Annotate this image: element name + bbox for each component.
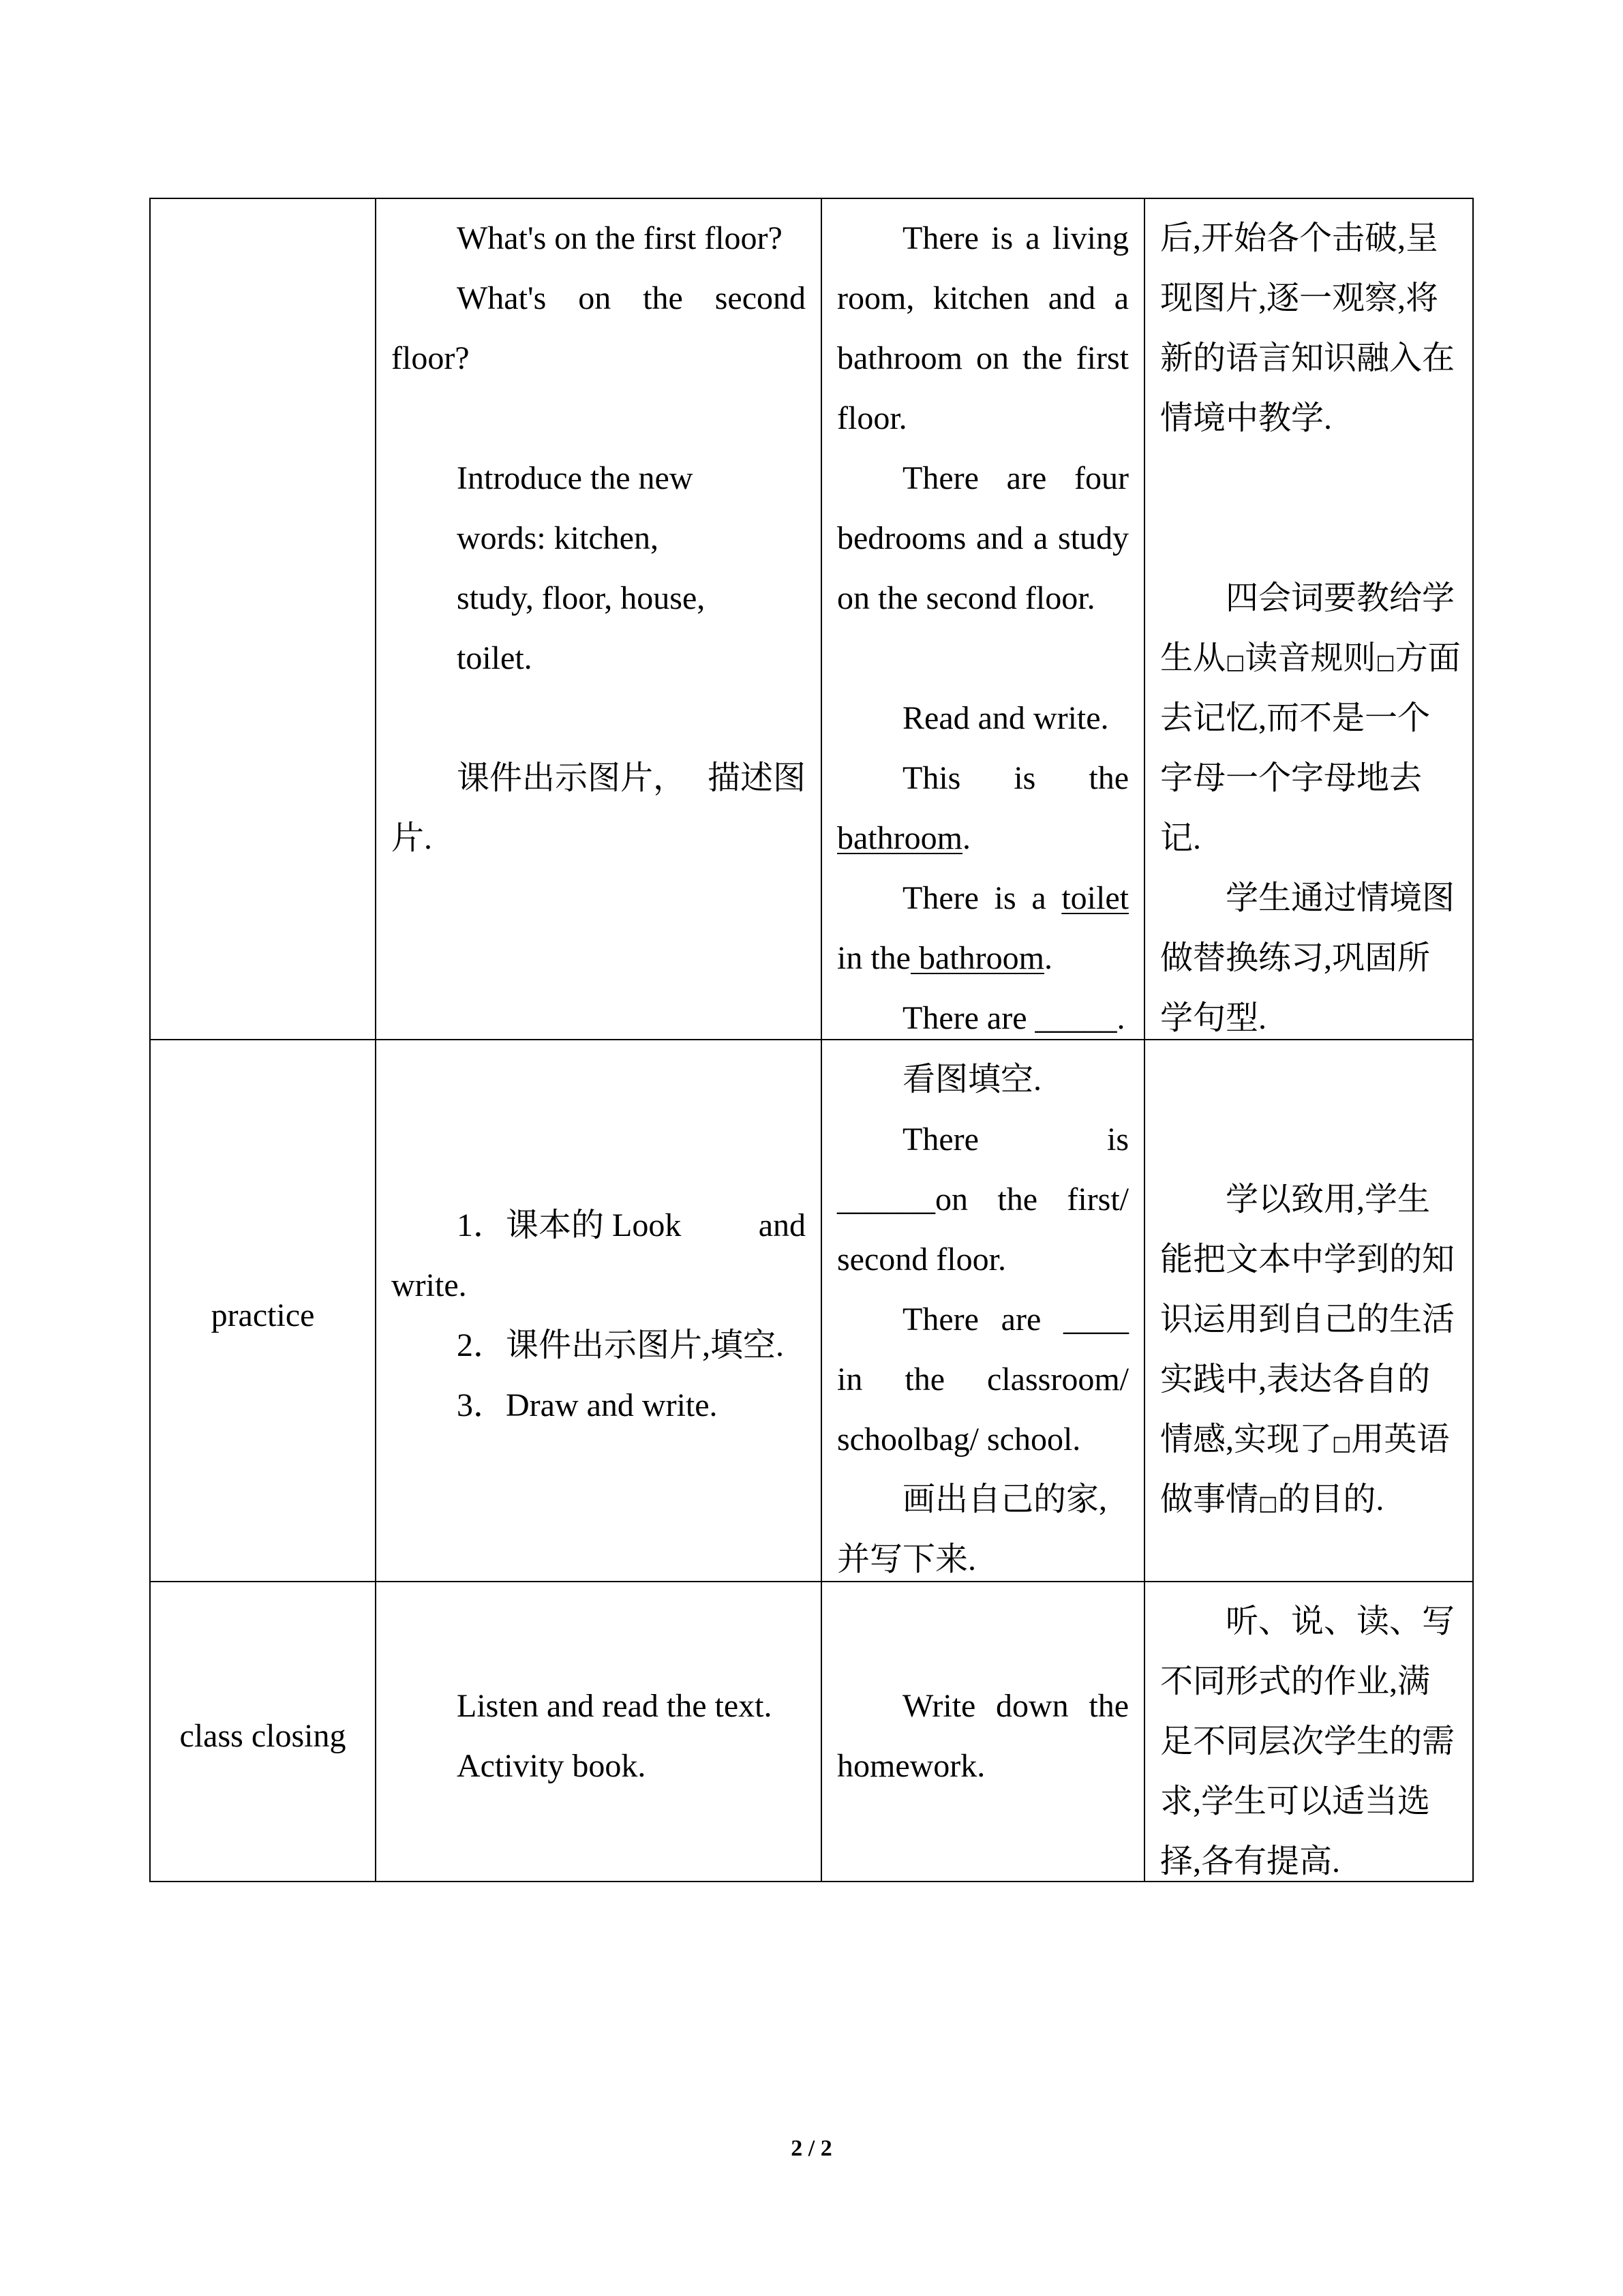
student-activity-line: bathroom on the first <box>837 340 1129 376</box>
teacher-activity-line: write. <box>391 1267 467 1303</box>
line-part: 读音规则 <box>1245 640 1376 676</box>
student-activity-line: 看图填空. <box>902 1061 1042 1098</box>
blank-line <box>391 389 806 449</box>
line-part: . <box>962 820 971 856</box>
design-intent-line: 识运用到自己的生活 <box>1160 1301 1455 1338</box>
stage-label: class closing <box>179 1718 346 1754</box>
student-activity-line: There are four <box>902 460 1129 496</box>
new-words-line: toilet. <box>457 640 532 676</box>
line-part: . <box>1044 940 1052 976</box>
student-activity-line: floor. <box>837 400 907 436</box>
line-part: 方面 <box>1395 640 1461 676</box>
design-intent-line: 足不同层次学生的需 <box>1160 1723 1455 1759</box>
line-part: 1．课本的 Look <box>457 1207 682 1243</box>
underlined-answer: bathroom <box>837 820 962 856</box>
design-intent-line: 学生通过情境图 <box>1226 880 1455 916</box>
design-intent-line: 四会词要教给学 <box>1226 580 1455 616</box>
stage-cell <box>151 1582 376 1882</box>
design-intent-line: 字母一个字母地去 <box>1160 760 1423 796</box>
design-intent-line: 情境中教学. <box>1160 400 1333 436</box>
new-words-line: study, floor, house, <box>457 580 706 616</box>
design-intent-cell <box>1145 1582 1474 1882</box>
design-intent-line: 现图片,逐一观察,将 <box>1160 280 1439 316</box>
new-words-line: Introduce the new <box>457 460 693 496</box>
line-part: 用英语 <box>1351 1421 1450 1457</box>
teacher-activity-line: What's on the second <box>457 280 806 316</box>
stage-cell-empty <box>151 199 376 1040</box>
teacher-activity-line <box>391 749 806 809</box>
student-activity-line: 画出自己的家, <box>902 1481 1108 1517</box>
design-intent-cell <box>1145 199 1474 1040</box>
student-activity-cell <box>822 1040 1145 1582</box>
design-intent-line: 能把文本中学到的知 <box>1160 1241 1455 1278</box>
teacher-activity-line: 2．课件出示图片,填空. <box>457 1327 785 1363</box>
student-activity-line <box>837 928 1129 988</box>
teacher-activity-cell <box>376 1040 822 1582</box>
design-intent-line: 学以致用,学生 <box>1226 1181 1431 1218</box>
student-activity-line: on the second floor. <box>837 580 1095 616</box>
line-part: in the <box>837 940 911 976</box>
design-intent-line: 记. <box>1160 820 1202 856</box>
line-part: 描述图 <box>707 760 806 796</box>
stage-cell <box>151 1040 376 1582</box>
student-activity-line <box>837 809 1129 868</box>
student-activity-line: schoolbag/ school. <box>837 1421 1081 1457</box>
line-part: and <box>758 1207 806 1243</box>
page-number: 2 / 2 <box>791 2136 832 2161</box>
design-intent-cell <box>1145 1040 1474 1582</box>
underlined-answer: toilet <box>1061 880 1129 916</box>
design-intent-line: 做替换练习,巩固所 <box>1160 940 1431 976</box>
student-activity-line: homework. <box>837 1748 986 1784</box>
line-part: There is a <box>902 880 1062 916</box>
teacher-activity-line <box>391 1196 806 1256</box>
blank-line <box>837 629 1129 689</box>
student-activity-line: in the classroom/ <box>837 1361 1129 1398</box>
underlined-answer: bathroom <box>910 940 1044 976</box>
design-intent-line <box>1160 629 1461 689</box>
lesson-plan-table <box>149 198 1474 1882</box>
blank-line <box>391 689 806 749</box>
design-intent-line: 去记忆,而不是一个 <box>1160 700 1431 736</box>
design-intent-line: 求,学生可以适当选 <box>1160 1783 1431 1819</box>
design-intent-line: 新的语言知识融入在 <box>1160 340 1455 376</box>
design-intent-line: 不同形式的作业,满 <box>1160 1663 1431 1700</box>
teacher-activity-line: 3．Draw and write. <box>457 1387 718 1423</box>
missing-glyph: □ <box>1258 1492 1278 1515</box>
design-intent-line: 听、说、读、写 <box>1226 1603 1455 1640</box>
missing-glyph: □ <box>1226 650 1245 674</box>
student-activity-line: 并写下来. <box>837 1541 977 1577</box>
student-activity-line: There is <box>902 1121 1129 1158</box>
teacher-activity-line: Listen and read the text. <box>457 1688 772 1724</box>
student-activity-line: There is a living <box>902 220 1129 256</box>
design-intent-line: 后,开始各个击破,呈 <box>1160 220 1439 256</box>
blank-line <box>1160 509 1457 569</box>
student-activity-line: There are ____ <box>902 1301 1129 1338</box>
missing-glyph: □ <box>1332 1432 1352 1455</box>
line-part: 生从 <box>1160 640 1226 676</box>
stage-label: practice <box>211 1297 315 1333</box>
student-activity-line: Write down the <box>902 1688 1129 1724</box>
student-activity-line: There are _____. <box>902 1000 1125 1036</box>
design-intent-line: 择,各有提高. <box>1160 1843 1341 1879</box>
design-intent-line <box>1160 1470 1457 1530</box>
teacher-activity-line: floor? <box>391 340 470 376</box>
teacher-activity-line: Activity book. <box>457 1748 646 1784</box>
teacher-activity-line: What's on the first floor? <box>457 220 783 256</box>
design-intent-line <box>1160 1410 1457 1470</box>
teacher-activity-cell <box>376 199 822 1040</box>
line-part: 的目的. <box>1277 1481 1384 1517</box>
student-activity-line <box>837 868 1129 928</box>
student-activity-line: This is the <box>902 760 1129 796</box>
missing-glyph: □ <box>1376 650 1395 674</box>
student-activity-line: room, kitchen and a <box>837 280 1129 316</box>
teacher-activity-line: 片. <box>391 820 433 856</box>
line-part: 情感,实现了 <box>1160 1421 1333 1457</box>
design-intent-line: 学句型. <box>1160 1000 1267 1036</box>
student-activity-cell <box>822 1582 1145 1882</box>
student-activity-line: Read and write. <box>902 700 1109 736</box>
student-activity-cell <box>822 199 1145 1040</box>
teacher-activity-cell <box>376 1582 822 1882</box>
new-words-line: words: kitchen, <box>457 520 658 556</box>
line-part: 课件出示图片， <box>457 760 686 796</box>
student-activity-line: ______on the first/ <box>837 1181 1129 1218</box>
blank-line <box>1160 449 1457 509</box>
student-activity-line: second floor. <box>837 1241 1006 1278</box>
line-part: 做事情 <box>1160 1481 1259 1517</box>
design-intent-line: 实践中,表达各自的 <box>1160 1361 1431 1398</box>
student-activity-line: bedrooms and a study <box>837 520 1129 556</box>
